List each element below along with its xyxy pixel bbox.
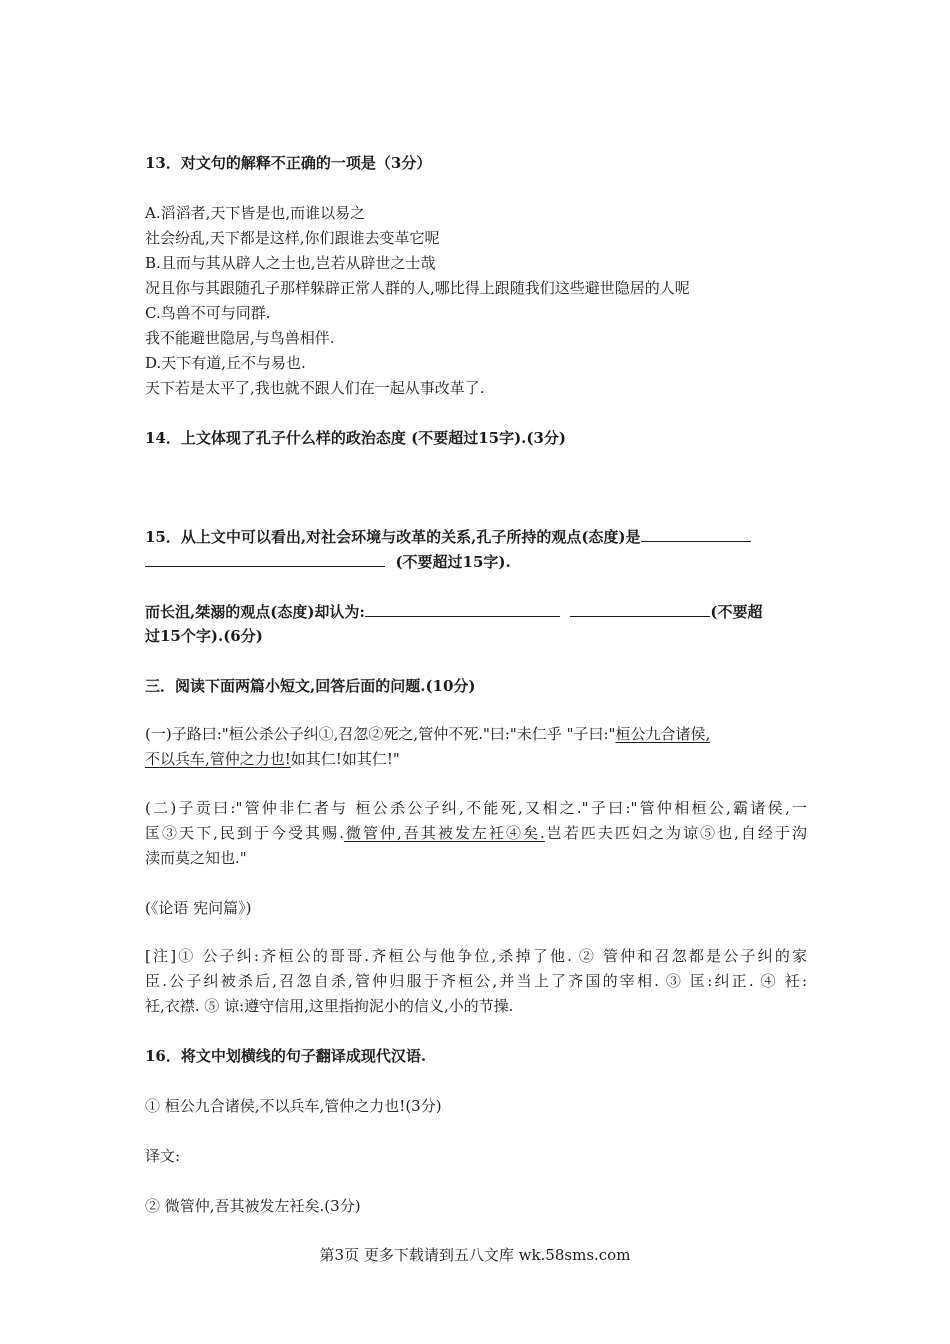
translation-label: 译文:: [145, 1147, 181, 1165]
page-footer: 第3页 更多下载请到五八文库 wk.58sms.com: [319, 1246, 631, 1264]
q15-line4: 过15个字).(6分): [145, 627, 263, 645]
q13-title: 13．对文句的解释不正确的一项是（3分）: [145, 154, 432, 172]
underlined-sentence: 不以兵车,管仲之力也!: [145, 750, 291, 768]
q13-option-a: A.滔滔者,天下皆是也,而谁以易之: [145, 204, 366, 222]
q13-option-c-explanation: 我不能避世隐居,与鸟兽相伴.: [145, 329, 335, 347]
q16-title: 16．将文中划横线的句子翻译成现代汉语.: [145, 1047, 427, 1065]
notes-line3: 衽,衣襟. ⑤ 谅:遵守信用,这里指拘泥小的信义,小的节操.: [145, 997, 514, 1015]
answer-blank[interactable]: [145, 550, 385, 567]
q13-option-c: C.鸟兽不可与同群.: [145, 304, 271, 322]
source-citation: (《论语 宪问篇》): [145, 899, 252, 917]
passage1-line2: 不以兵车,管仲之力也!如其仁!如其仁!": [145, 750, 400, 768]
answer-blank[interactable]: [641, 525, 751, 542]
notes-line1: [注]① 公子纠:齐桓公的哥哥.齐桓公与他争位,杀掉了他. ② 管仲和召忽都是公子纠的家: [145, 947, 807, 965]
answer-blank[interactable]: [570, 600, 710, 617]
section3-title: 三．阅读下面两篇小短文,回答后面的问题.(10分): [145, 677, 476, 695]
q13-option-b: B.且而与其从辟人之士也,岂若从辟世之士哉: [145, 254, 436, 272]
q13-option-d: D.天下有道,丘不与易也.: [145, 354, 306, 372]
q14-title: 14．上文体现了孔子什么样的政治态度 (不要超过15字).(3分): [145, 429, 567, 447]
notes-line2: 臣.公子纠被杀后,召忽自杀,管仲归服于齐桓公,并当上了齐国的宰相. ③ 匡:纠正. ④ 衽:: [145, 972, 807, 990]
passage2-line2: 匡③天下,民到于今受其赐.微管仲,吾其被发左衽④矣.岂若匹夫匹妇之为谅⑤也,自经于沟: [145, 824, 807, 842]
underlined-sentence: 微管仲,吾其被发左衽④矣.: [343, 824, 545, 842]
q15-line3: 而长沮,桀溺的观点(态度)却认为: (不要超: [145, 600, 763, 623]
q13-option-d-explanation: 天下若是太平了,我也就不跟人们在一起从事改革了.: [145, 379, 485, 397]
passage2-line3: 渎而莫之知也.": [145, 849, 247, 867]
answer-blank[interactable]: [365, 600, 560, 617]
q16-item2: ② 微管仲,吾其被发左衽矣.(3分): [145, 1197, 361, 1215]
underlined-sentence: 桓公九合诸侯,: [615, 725, 711, 743]
q15-line2: (不要超过15字).: [145, 550, 511, 573]
q16-item1: ① 桓公九合诸侯,不以兵车,管仲之力也!(3分): [145, 1097, 442, 1115]
q13-option-b-explanation: 况且你与其跟随孔子那样躲辟正常人群的人,哪比得上跟随我们这些避世隐居的人呢: [145, 279, 690, 297]
q13-option-a-explanation: 社会纷乱,天下都是这样,你们跟谁去变革它呢: [145, 229, 440, 247]
passage1-line1: (一)子路曰:"桓公杀公子纠①,召忽②死之,管仲不死."曰:"未仁乎 "子曰:"桓公九合诸侯,: [145, 725, 711, 743]
q15-line1: 15．从上文中可以看出,对社会环境与改革的关系,孔子所持的观点(态度)是: [145, 525, 751, 548]
passage2-line1: (二)子贡曰:"管仲非仁者与 桓公杀公子纠,不能死,又相之."子曰:"管仲相桓公,霸诸侯,一: [145, 799, 807, 817]
